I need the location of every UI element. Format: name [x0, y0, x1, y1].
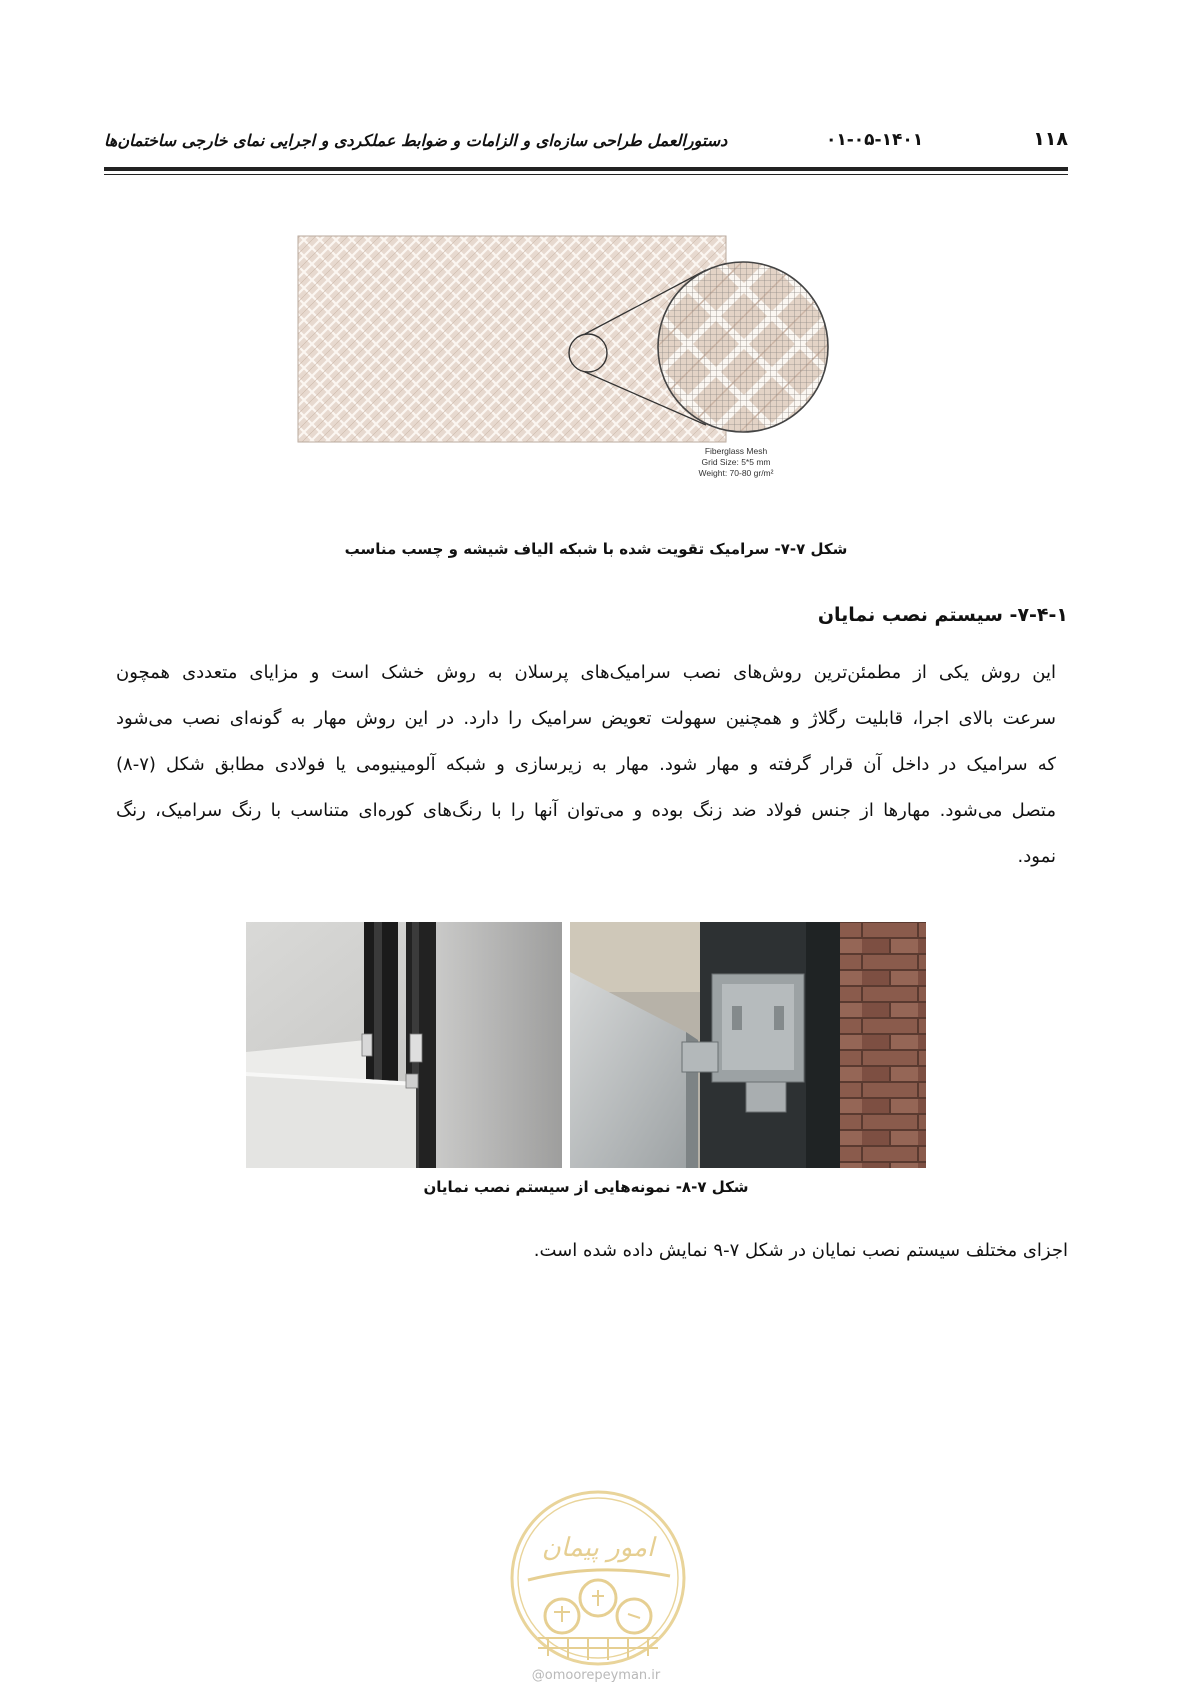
mesh-grid-size: Grid Size: 5*5 mm: [701, 457, 771, 467]
paragraph-components: اجزای مختلف سیستم نصب نمایان در شکل ۷-۹ نمایش داده شده است.: [533, 1240, 1068, 1261]
figure1-caption: شکل ۷-۷- سرامیک تقویت شده با شبکه الیاف شیشه و چسب مناسب: [344, 540, 848, 558]
header-rule-thick: [104, 167, 1068, 171]
paragraph-line: سرعت بالای اجرا، قابلیت رگلاژ و همچنین سهولت تعویض سرامیک را دارد. در این روش مهار به گونه‌ای نصب می‌شود: [116, 708, 1056, 729]
header-date: ۰۱-۰۵-۱۴۰۱: [826, 130, 924, 150]
section-paragraph: [116, 650, 1056, 880]
page-header: [104, 128, 1068, 154]
header-rule-thin: [104, 174, 1068, 175]
figure-visible-clip-system: [246, 922, 926, 1168]
stamp-text: امور پیمان: [541, 1533, 655, 1563]
paragraph-line: نمود.: [1017, 846, 1056, 867]
figure-fiberglass-mesh: [296, 232, 896, 522]
photo-right-clip-system: [570, 922, 926, 1168]
mesh-label: Fiberglass Mesh: [704, 446, 768, 456]
figure2-caption: شکل ۷-۸- نمونه‌هایی از سیستم نصب نمایان: [423, 1178, 749, 1196]
page-number: ۱۱۸: [1033, 128, 1068, 150]
stamp-logo: [508, 1488, 688, 1668]
paragraph-line: متصل می‌شود. مهارها از جنس فولاد ضد زنگ بوده و می‌توان آنها را با رنگ‌های کوره‌ای متناسب با رنگ سرامیک، رنگ: [116, 800, 1056, 821]
photo-left-clip-system: [246, 922, 562, 1168]
paragraph-line: که سرامیک در داخل آن قرار گرفته و مهار شود. مهار به زیرسازی و شبکه آلومینیومی یا فولادی مطابق شکل (۷-۸): [116, 754, 1056, 775]
section-title: ۷-۴-۱- سیستم نصب نمایان: [817, 604, 1068, 626]
header-title: دستورالعمل طراحی سازه‌ای و الزامات و ضوابط عملکردی و اجرایی نمای خارجی ساختمان‌ها: [104, 131, 728, 150]
mesh-weight: Weight: 70-80 gr/m²: [698, 468, 774, 478]
watermark: @omoorepeyman.ir: [531, 1668, 661, 1683]
paragraph-line: این روش یکی از مطمئن‌ترین روش‌های نصب سرامیک‌های پرسلان به روش خشک است و مزایای متعددی همچون: [116, 662, 1056, 683]
